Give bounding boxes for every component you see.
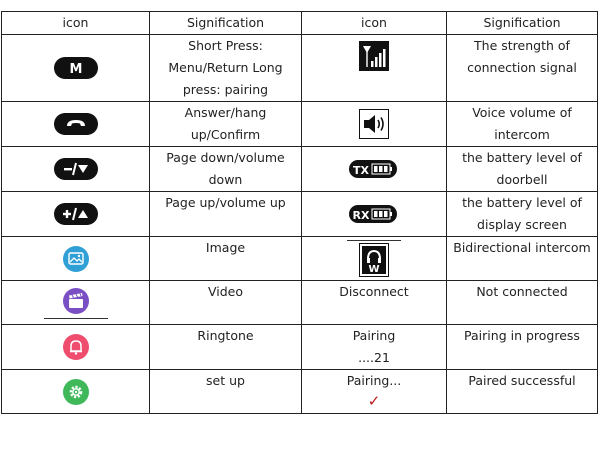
phone-button-icon [53,112,99,136]
header-signification-2: Signification [447,12,598,35]
tx-battery-icon [348,159,400,179]
paired-label: Pairing... [346,373,402,388]
table-row [2,147,598,192]
video-app-icon [62,287,90,315]
minus-down-button-icon [53,157,99,181]
row-6-right-meaning: Not connected [447,281,598,325]
m-button-icon [53,56,99,80]
table-row [2,192,598,237]
intercom-icon [359,243,389,277]
settings-app-icon [62,378,90,406]
svg-text:M: M [69,62,82,77]
row-1-right-meaning: The strength of connection signal [447,35,598,102]
row-5-meaning: Image [150,237,302,281]
row-4-right-meaning: the battery level of display screen [447,192,598,237]
row-3-meaning: Page down/volume down [150,147,302,192]
ringtone-app-icon [62,333,90,361]
plus-up-button-icon [53,202,99,226]
table-row [2,35,598,102]
pairing-countdown: ....21 [358,350,390,365]
image-app-icon [62,245,90,273]
header-signification-1: Signification [150,12,302,35]
row-7-right-meaning: Pairing in progress [447,325,598,370]
row-3-right-meaning: the battery level of doorbell [447,147,598,192]
table-row [2,237,598,281]
row-2-meaning: Answer/hang up/Confirm [150,102,302,147]
header-row [2,12,598,35]
table-row [2,325,598,370]
svg-text:W: W [368,264,380,275]
icon-legend-table [1,11,598,414]
row-7-meaning: Ringtone [150,325,302,370]
check-icon: ✓ [367,392,381,410]
row-8-meaning: set up [150,370,302,414]
pairing-label: Pairing [352,328,396,343]
table-row [2,281,598,325]
header-icon-1: icon [2,12,150,35]
rx-battery-icon [348,204,400,224]
row-2-right-meaning: Voice volume of intercom [447,102,598,147]
table-row [2,102,598,147]
speaker-volume-icon [359,109,389,139]
disconnect-label: Disconnect [302,281,447,325]
signal-strength-icon [359,41,389,71]
row-5-right-meaning: Bidirectional intercom [447,237,598,281]
row-1-meaning: Short Press: Menu/Return Long press: pairing [150,35,302,102]
header-icon-2: icon [302,12,447,35]
row-6-meaning: Video [150,281,302,325]
tx-label: TX [353,164,369,177]
rx-label: RX [352,209,370,222]
row-8-right-meaning: Paired successful [447,370,598,414]
row-4-meaning: Page up/volume up [150,192,302,237]
table-row [2,370,598,414]
